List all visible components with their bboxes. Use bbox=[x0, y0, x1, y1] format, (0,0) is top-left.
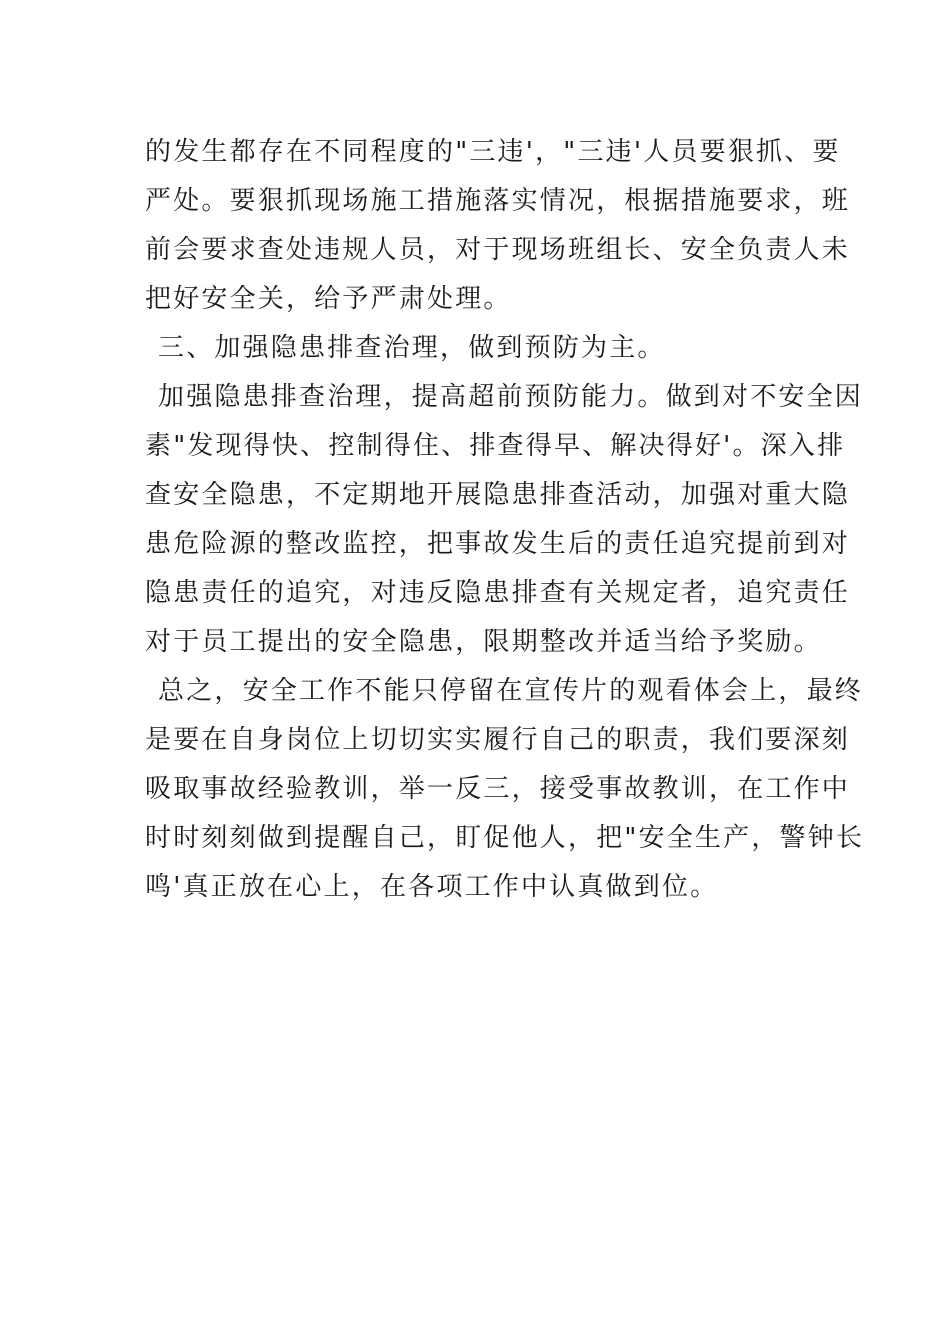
text-line: 严处。要狠抓现场施工措施落实情况，根据措施要求，班 bbox=[145, 186, 851, 216]
text-line: 患危险源的整改监控，把事故发生后的责任追究提前到对 bbox=[145, 529, 851, 559]
text-line: 鸣'真正放在心上，在各项工作中认真做到位。 bbox=[145, 872, 719, 902]
text-line: 时时刻刻做到提醒自己，盯促他人，把"安全生产，警钟长 bbox=[145, 823, 865, 853]
text-line: 素"发现得快、控制得住、排查得早、解决得好'。深入排 bbox=[145, 431, 846, 461]
text-line: 对于员工提出的安全隐患，限期整改并适当给予奖励。 bbox=[145, 627, 822, 657]
paragraph-first-line: 总之，安全工作不能只停留在宣传片的观看体会上，最终 bbox=[158, 676, 864, 706]
text-line: 查安全隐患，不定期地开展隐患排查活动，加强对重大隐 bbox=[145, 480, 851, 510]
text-line: 的发生都存在不同程度的"三违'，"三违'人员要狠抓、要 bbox=[145, 137, 841, 167]
document-body bbox=[145, 128, 865, 912]
text-line: 把好安全关，给予严肃处理。 bbox=[145, 284, 512, 314]
text-line: 吸取事故经验教训，举一反三，接受事故教训，在工作中 bbox=[145, 774, 851, 804]
text-line: 是要在自身岗位上切切实实履行自己的职责，我们要深刻 bbox=[145, 725, 851, 755]
paragraph-first-line: 加强隐患排查治理，提高超前预防能力。做到对不安全因 bbox=[158, 382, 864, 412]
text-line: 前会要求查处违规人员，对于现场班组长、安全负责人未 bbox=[145, 235, 851, 265]
section-heading: 三、加强隐患排查治理，做到预防为主。 bbox=[158, 333, 666, 363]
text-line: 隐患责任的追究，对违反隐患排查有关规定者，追究责任 bbox=[145, 578, 851, 608]
